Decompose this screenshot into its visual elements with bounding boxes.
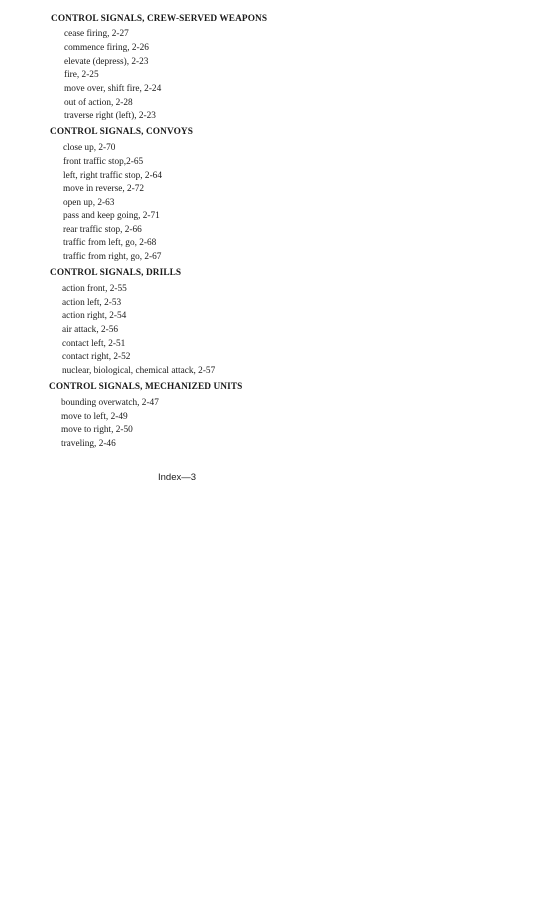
- section-heading-convoys: CONTROL SIGNALS, CONVOYS: [50, 127, 193, 137]
- index-entry: action left, 2-53: [62, 298, 122, 308]
- index-entry: elevate (depress), 2-23: [64, 57, 149, 67]
- index-entry: out of action, 2-28: [64, 98, 133, 108]
- index-entry: fire, 2-25: [64, 70, 99, 80]
- index-entry: move over, shift fire, 2-24: [64, 84, 162, 94]
- index-entry: close up, 2-70: [63, 143, 116, 153]
- index-entry: front traffic stop,2-65: [63, 157, 144, 167]
- index-entry: traveling, 2-46: [61, 439, 116, 449]
- index-entry: rear traffic stop, 2-66: [63, 225, 142, 235]
- index-entry: left, right traffic stop, 2-64: [63, 171, 162, 181]
- index-entry: open up, 2-63: [63, 198, 115, 208]
- index-entry: traffic from left, go, 2-68: [63, 238, 157, 248]
- index-entry: move in reverse, 2-72: [63, 184, 145, 194]
- index-entry: air attack, 2-56: [62, 325, 119, 335]
- section-heading-crew-served-weapons: CONTROL SIGNALS, CREW-SERVED WEAPONS: [51, 14, 268, 24]
- index-entry: move to right, 2-50: [61, 425, 133, 435]
- index-entry: pass and keep going, 2-71: [63, 211, 160, 221]
- index-entry: action right, 2-54: [62, 311, 127, 321]
- index-entry: contact right, 2-52: [62, 352, 131, 362]
- index-entry: traverse right (left), 2-23: [64, 111, 156, 121]
- index-entry: cease firing, 2-27: [64, 29, 129, 39]
- page-number: Index—3: [158, 472, 197, 483]
- index-entry: commence firing, 2-26: [64, 43, 149, 53]
- index-entry: bounding overwatch, 2-47: [61, 398, 159, 408]
- section-heading-mechanized-units: CONTROL SIGNALS, MECHANIZED UNITS: [49, 382, 243, 392]
- index-entry: action front, 2-55: [62, 284, 127, 294]
- index-entry: nuclear, biological, chemical attack, 2-57: [62, 366, 216, 376]
- index-entry: contact left, 2-51: [62, 339, 126, 349]
- index-entry: traffic from right, go, 2-67: [63, 252, 162, 262]
- section-heading-drills: CONTROL SIGNALS, DRILLS: [50, 268, 182, 278]
- index-entry: move to left, 2-49: [61, 412, 128, 422]
